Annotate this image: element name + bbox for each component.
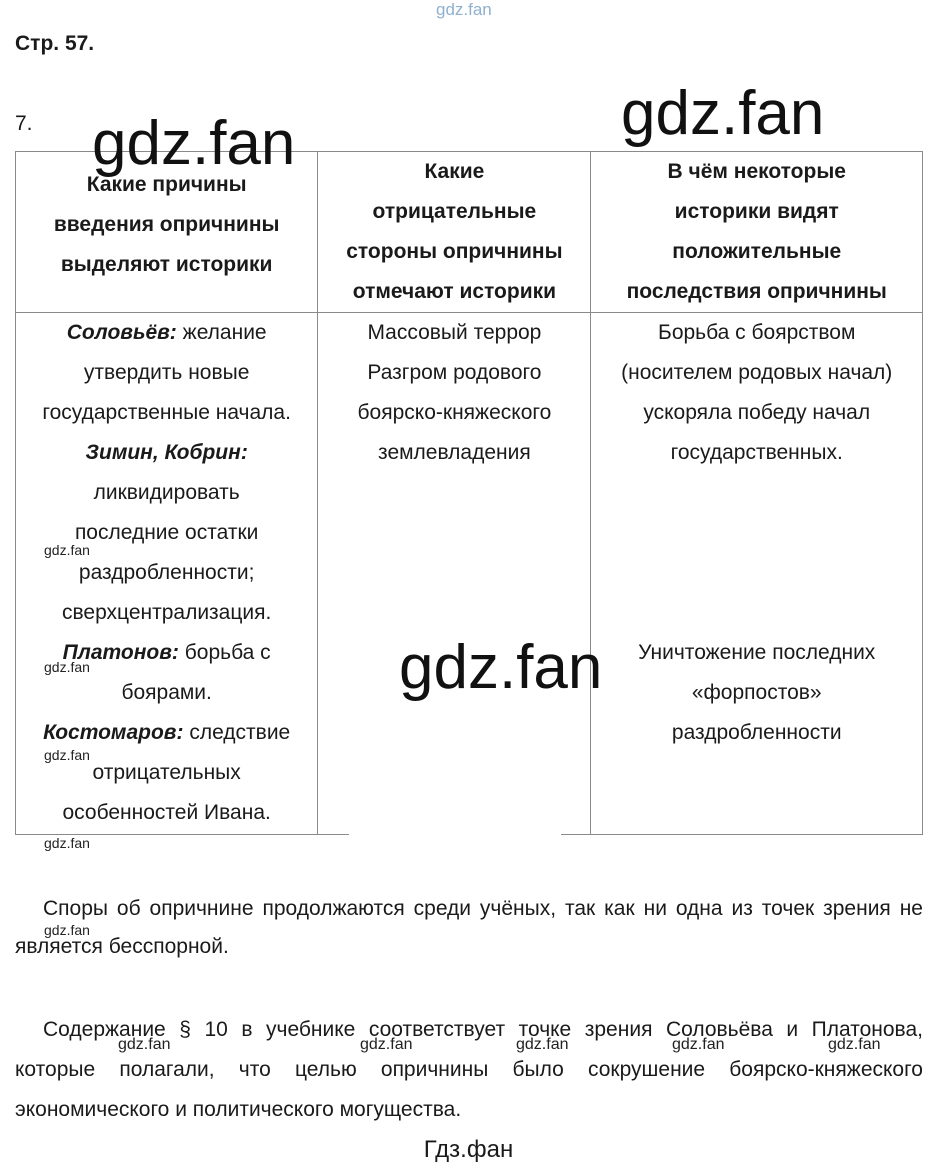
positive-block-2 xyxy=(597,633,916,753)
cell-positive xyxy=(591,313,923,835)
entry-kostomarov xyxy=(22,713,311,833)
negative-line: боярско-княжеского xyxy=(357,401,552,424)
header-line: введения опричнины xyxy=(53,213,280,236)
watermark-small: gdz.fan xyxy=(360,1036,413,1053)
entry-text: боярами. xyxy=(121,681,212,704)
header-line: последствия опричнины xyxy=(626,280,887,303)
watermark-small: gdz.fan xyxy=(516,1036,569,1053)
entry-text: сверхцентрализация. xyxy=(61,601,272,624)
positive-line: ускоряла победу начал xyxy=(643,401,871,424)
historian-name: Соловьёв: xyxy=(66,321,177,344)
watermark-large: gdz.fan xyxy=(621,79,825,148)
watermark-small: gdz.fan xyxy=(44,747,90,763)
header-line: В чём некоторые xyxy=(667,160,846,183)
footer-site-name: Гдз.фан xyxy=(423,1136,514,1163)
header-negative xyxy=(318,152,591,313)
positive-line: раздробленности xyxy=(671,721,842,744)
entry-zimin-kobrin xyxy=(22,433,311,633)
entry-text: отрицательных xyxy=(92,761,241,784)
entry-text: следствие xyxy=(183,721,291,744)
entry-text: борьба с xyxy=(178,641,271,664)
header-line: стороны опричнины xyxy=(346,240,563,263)
opричnina-table xyxy=(15,151,923,835)
entry-text: особенностей Ивана. xyxy=(62,801,271,824)
header-line: историки видят xyxy=(674,200,839,223)
header-line: отмечают историки xyxy=(352,280,557,303)
entry-text: последние остатки xyxy=(74,521,259,544)
entry-text: раздробленности; xyxy=(78,561,255,584)
positive-line: Борьба с боярством xyxy=(658,321,856,344)
paragraph-disputes: Споры об опричнине продолжаются среди учёных, так как ни одна из точек зрения не является бесспорной. xyxy=(15,897,923,958)
negative-line: землевладения xyxy=(378,441,531,464)
entry-text: желание xyxy=(176,321,267,344)
watermark-small: gdz.fan xyxy=(118,1036,171,1053)
negative-line: Массовый террор xyxy=(367,321,542,344)
task-number: 7. xyxy=(15,112,33,135)
watermark-small: gdz.fan xyxy=(672,1036,725,1053)
page-reference: Стр. 57. xyxy=(15,32,95,55)
header-line: Какие причины xyxy=(86,173,247,196)
header-line: положительные xyxy=(672,240,842,263)
positive-line: «форпостов» xyxy=(691,681,822,704)
watermark-small: gdz.fan xyxy=(44,835,90,851)
entry-text: государственные начала. xyxy=(42,401,291,424)
watermark-small: gdz.fan xyxy=(44,542,90,558)
header-line: Какие xyxy=(424,160,485,183)
watermark-top: gdz.fan xyxy=(436,0,492,19)
watermark-small: gdz.fan xyxy=(44,922,90,938)
border-gap xyxy=(349,834,561,838)
positive-line: (носителем родовых начал) xyxy=(621,361,893,384)
watermark-small: gdz.fan xyxy=(44,659,90,675)
negative-line: Разгром родового xyxy=(367,361,542,384)
historian-name: Платонов: xyxy=(62,641,179,664)
header-line: выделяют историки xyxy=(60,253,273,276)
positive-line: Уничтожение последних xyxy=(638,641,876,664)
entry-text: ликвидировать xyxy=(93,481,240,504)
paragraph-textbook: Содержание § 10 в учебнике соответствует точке зрения Соловьёва и Платонова, которые полагали, что целью опричнины было сокрушение боярско-княжеского экономического и политического могущества. xyxy=(15,1018,923,1121)
header-line: отрицательные xyxy=(372,200,537,223)
historian-name: Зимин, Кобрин: xyxy=(85,441,248,464)
cell-negative xyxy=(318,313,591,835)
entry-solovyov xyxy=(22,313,311,433)
watermark-large: gdz.fan xyxy=(399,633,603,702)
entry-text: утвердить новые xyxy=(83,361,250,384)
table-body-row xyxy=(16,313,923,835)
positive-line: государственных. xyxy=(670,441,843,464)
watermark-small: gdz.fan xyxy=(828,1036,881,1053)
header-positive xyxy=(591,152,923,313)
watermark-large: gdz.fan xyxy=(92,109,296,178)
historian-name: Костомаров: xyxy=(43,721,184,744)
